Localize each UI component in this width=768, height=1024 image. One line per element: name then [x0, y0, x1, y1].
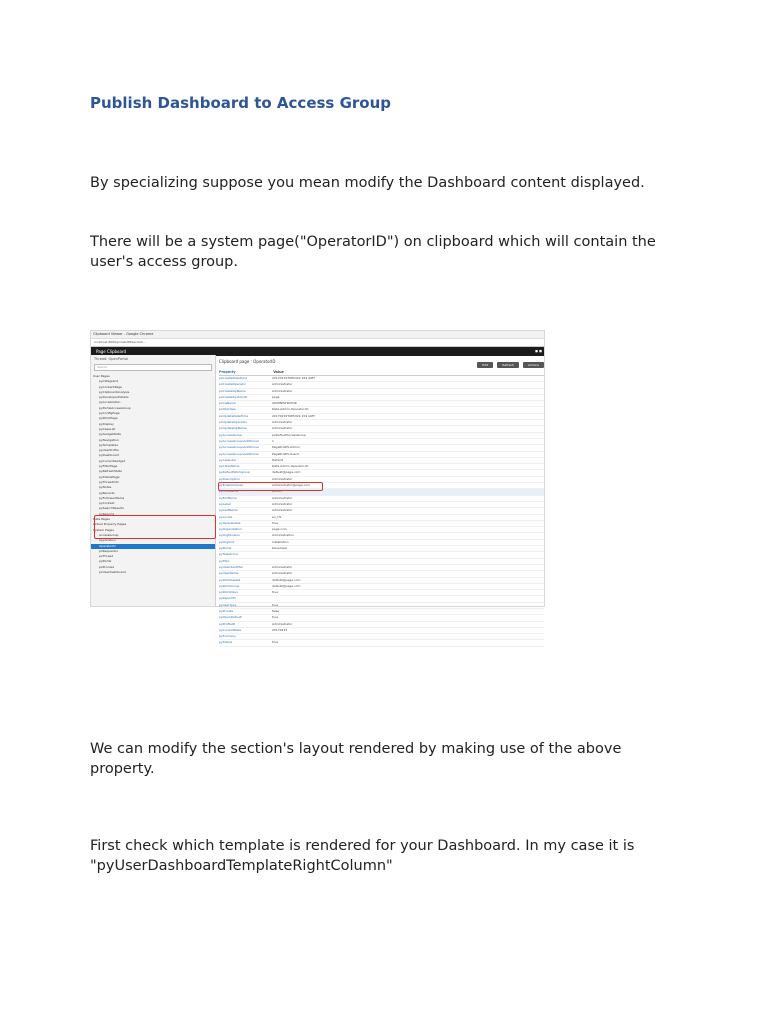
property-name: pyOrganization [219, 527, 242, 532]
property-name: pyLastName [219, 508, 238, 513]
property-value: default@pega.com [272, 470, 301, 475]
clipboard-detail-panel [219, 355, 544, 645]
property-name: pyCalendar [219, 457, 237, 462]
tree-row: AccessGroup [99, 532, 119, 537]
property-name: pyTelephone [219, 552, 238, 557]
detail-page-title: Clipboard page : OperatorID [219, 359, 276, 364]
property-name: pyPortal [219, 546, 232, 551]
property-name: pyFullName [219, 495, 237, 500]
clipboard-screenshot [90, 330, 545, 645]
property-name: pyFirstName [219, 489, 238, 494]
property-name: pyPrivate [219, 608, 234, 613]
tree-row: pyConfigPage [99, 411, 120, 416]
clipboard-tree [91, 374, 215, 575]
edit-button: Edit [477, 362, 493, 368]
property-name: pxCreateOperator [219, 382, 247, 387]
property-name: pyOpAvailable [219, 520, 241, 525]
paragraph-check-template: First check which template is rendered for your Dashboard. In my case it is "pyUserDashboardTemplateRightColumn" [90, 838, 635, 874]
property-value: default@pega.com [272, 583, 301, 588]
property-name: pyFormerly [219, 634, 236, 639]
property-value: true [272, 640, 279, 645]
property-value: Administrator [272, 476, 293, 481]
page-title: Publish Dashboard to Access Group [90, 94, 391, 112]
property-value: ADMINISTRATOR [272, 401, 297, 406]
property-value: false [272, 608, 280, 613]
paragraph-modify-section: We can modify the section's layout rendered by making use of the above property. [90, 741, 622, 777]
highlight-box-access-group [218, 482, 323, 491]
property-value: Administrator [272, 388, 293, 393]
property-value: Administration [272, 533, 294, 538]
tree-row: pyPortalAccessGroup [99, 405, 131, 410]
property-column-header: Property [219, 370, 236, 374]
property-value: pxDefaultAccessGroup [272, 432, 307, 437]
property-value: Administrator [272, 621, 293, 626]
search-input: Search [94, 364, 212, 371]
property-value: Installation [272, 539, 289, 544]
property-value: PegaRULES:Admin [272, 445, 300, 450]
property-name: pyStatus [219, 640, 233, 645]
detail-buttons [474, 358, 544, 372]
paragraph-specializing: By specializing suppose you mean modify the Dashboard content displayed. [90, 175, 645, 191]
property-value: true [272, 615, 279, 620]
tree-row: pyNotes [99, 485, 112, 490]
property-name: pyWorkGroup [219, 583, 240, 588]
tree-row: pyReports [99, 511, 115, 516]
property-value: Administrator [272, 501, 293, 506]
tree-row: OperatorID [91, 544, 215, 549]
property-name: pyUserType [219, 602, 237, 607]
tree-row: pyRecents [99, 490, 115, 495]
grid-row [219, 640, 544, 646]
property-value: Data-Admin-Operator-ID [272, 464, 309, 469]
grid-body [219, 376, 544, 647]
property-value: pega [272, 394, 280, 399]
tree-row: pxRequestor [99, 548, 118, 553]
property-value: 20170215 [272, 627, 288, 632]
property-name: pyOpenDefault [219, 615, 242, 620]
property-name: pyDefaultWorkgroup [219, 470, 250, 475]
tree-row: pyContext [99, 501, 115, 506]
tree-row: pyLocalization [99, 400, 121, 405]
detail-header [219, 355, 544, 369]
property-name: pxUpdateDateTime [219, 413, 249, 418]
property-name: pyProfileID [219, 621, 236, 626]
paragraph-system-page: There will be a system page("OperatorID") on clipboard which will contain the user's access group. [90, 234, 656, 270]
toolbar-icon: ◼ ◼ [535, 349, 542, 353]
property-name: pxUpdateOpName [219, 426, 247, 431]
tree-row: Linked Property Pages [93, 522, 127, 527]
property-value: 20170215T085322.159 GMT [272, 376, 315, 380]
highlight-box-system-pages [94, 515, 216, 539]
property-value: PegaRULES:User4 [272, 451, 299, 456]
property-name: pyAccessGroupsAdditional [219, 445, 259, 450]
property-value: Administrator [272, 571, 293, 576]
tree-row: pyRefreshState [99, 469, 122, 474]
property-name: pyUserName [219, 571, 239, 576]
property-name: pyAccessGroupsAdditional [219, 451, 259, 456]
property-name: pyClassName [219, 464, 240, 469]
property-name: pxInsName [219, 401, 236, 406]
tree-row: pyFollowedItems [99, 495, 125, 500]
property-name: pyWorkDays [219, 590, 238, 595]
browser-titlebar: Clipboard Viewer - Google Chrome [91, 331, 544, 339]
property-value: true [272, 590, 279, 595]
property-name: pxUpdateOperator [219, 420, 247, 425]
property-value: Administrator [272, 495, 293, 500]
property-name: pyDescription [219, 476, 240, 481]
actions-button: Actions [523, 362, 544, 368]
property-value: Data-Admin-Operator-ID [272, 407, 309, 412]
thread-label: Thread: OpenPortal [94, 357, 128, 361]
property-name: pxObjClass [219, 407, 236, 412]
tree-row: pyDeveloperDetails [99, 395, 129, 400]
tree-row: pyCurrentGadget [99, 458, 125, 463]
tree-row: pyFilterPage [99, 464, 118, 469]
property-value: Administrator [272, 508, 293, 513]
property-value: en_US [272, 514, 282, 519]
tree-row: pyGadgetData [99, 432, 121, 437]
property-value: Developer [272, 546, 288, 551]
property-value: default@pega.com [272, 577, 301, 582]
property-value: Administrator [272, 382, 293, 387]
property-name: pyLabel [219, 501, 231, 506]
tree-row: pxUserDashboard [99, 569, 126, 574]
tree-row: pxThread [99, 554, 114, 559]
property-value: Administrator [272, 420, 293, 425]
tree-row: pyThreadInfo [99, 479, 119, 484]
tree-row: pyUserProfile [99, 448, 119, 453]
property-name: pyTitle [219, 558, 230, 563]
property-value: Administrator [272, 564, 293, 569]
property-value: true [272, 602, 279, 607]
property-value: 20170215T085322.159 GMT [272, 413, 315, 418]
tree-row: Application [99, 538, 116, 543]
tree-row: pyPortal [99, 559, 112, 564]
tree-row: pyDashboard [99, 453, 119, 458]
tree-row: Data Pages [93, 517, 110, 522]
tree-row: pyNavigation [99, 437, 119, 442]
browser-address-bar: localhost:8080/prweb/PRServlet/... [91, 339, 544, 347]
property-value: administrator@pega.com [272, 483, 311, 488]
property-value: 1 [272, 438, 274, 443]
property-value: Default [272, 457, 283, 462]
refresh-button: Refresh [497, 362, 518, 368]
tree-row: pyTemplates [99, 442, 118, 447]
tree-row: System Pages [93, 527, 114, 532]
property-name: pyWorkbasket [219, 577, 241, 582]
tree-row: User Pages [93, 374, 110, 378]
property-name: pyReportTo [219, 596, 236, 601]
property-value: pega.com [272, 527, 287, 532]
property-name: pyOrgDivision [219, 533, 241, 538]
property-name: pxCreateDateTime [219, 376, 248, 380]
tree-row: pySearchResults [99, 506, 124, 511]
property-name: pxCreateSystemID [219, 394, 248, 399]
tree-row: pyCaseList [99, 426, 116, 431]
tree-row: pyContentPage [99, 384, 122, 389]
clipboard-tree-panel [91, 355, 216, 606]
tree-row: pyClipboardAnalysis [99, 389, 130, 394]
property-value: Admin [272, 489, 282, 494]
property-name: pyAccessGroup [219, 432, 243, 437]
property-name: pyUserIdentifier [219, 564, 244, 569]
value-column-header: Value [273, 370, 284, 374]
property-name: pyLocale [219, 514, 233, 519]
property-name: pyAccessGroupsAdditional [219, 438, 259, 443]
property-value: true [272, 520, 279, 525]
tree-row: pyWorkPage [99, 416, 118, 421]
property-name: pyEmailAddress [219, 483, 243, 488]
app-title: Page Clipboard [96, 349, 127, 354]
tree-row: pyStatusPage [99, 474, 120, 479]
tree-row: pyInPageList [99, 379, 118, 384]
tree-row: pxProcess [99, 564, 115, 569]
property-grid [219, 369, 544, 647]
property-name: pyCurrentDate [219, 627, 242, 632]
property-name: pyOrgUnit [219, 539, 235, 544]
property-name: pxCreateOpName [219, 388, 246, 393]
property-value: Administrator [272, 426, 293, 431]
tree-row: pyDisplay [99, 421, 114, 426]
